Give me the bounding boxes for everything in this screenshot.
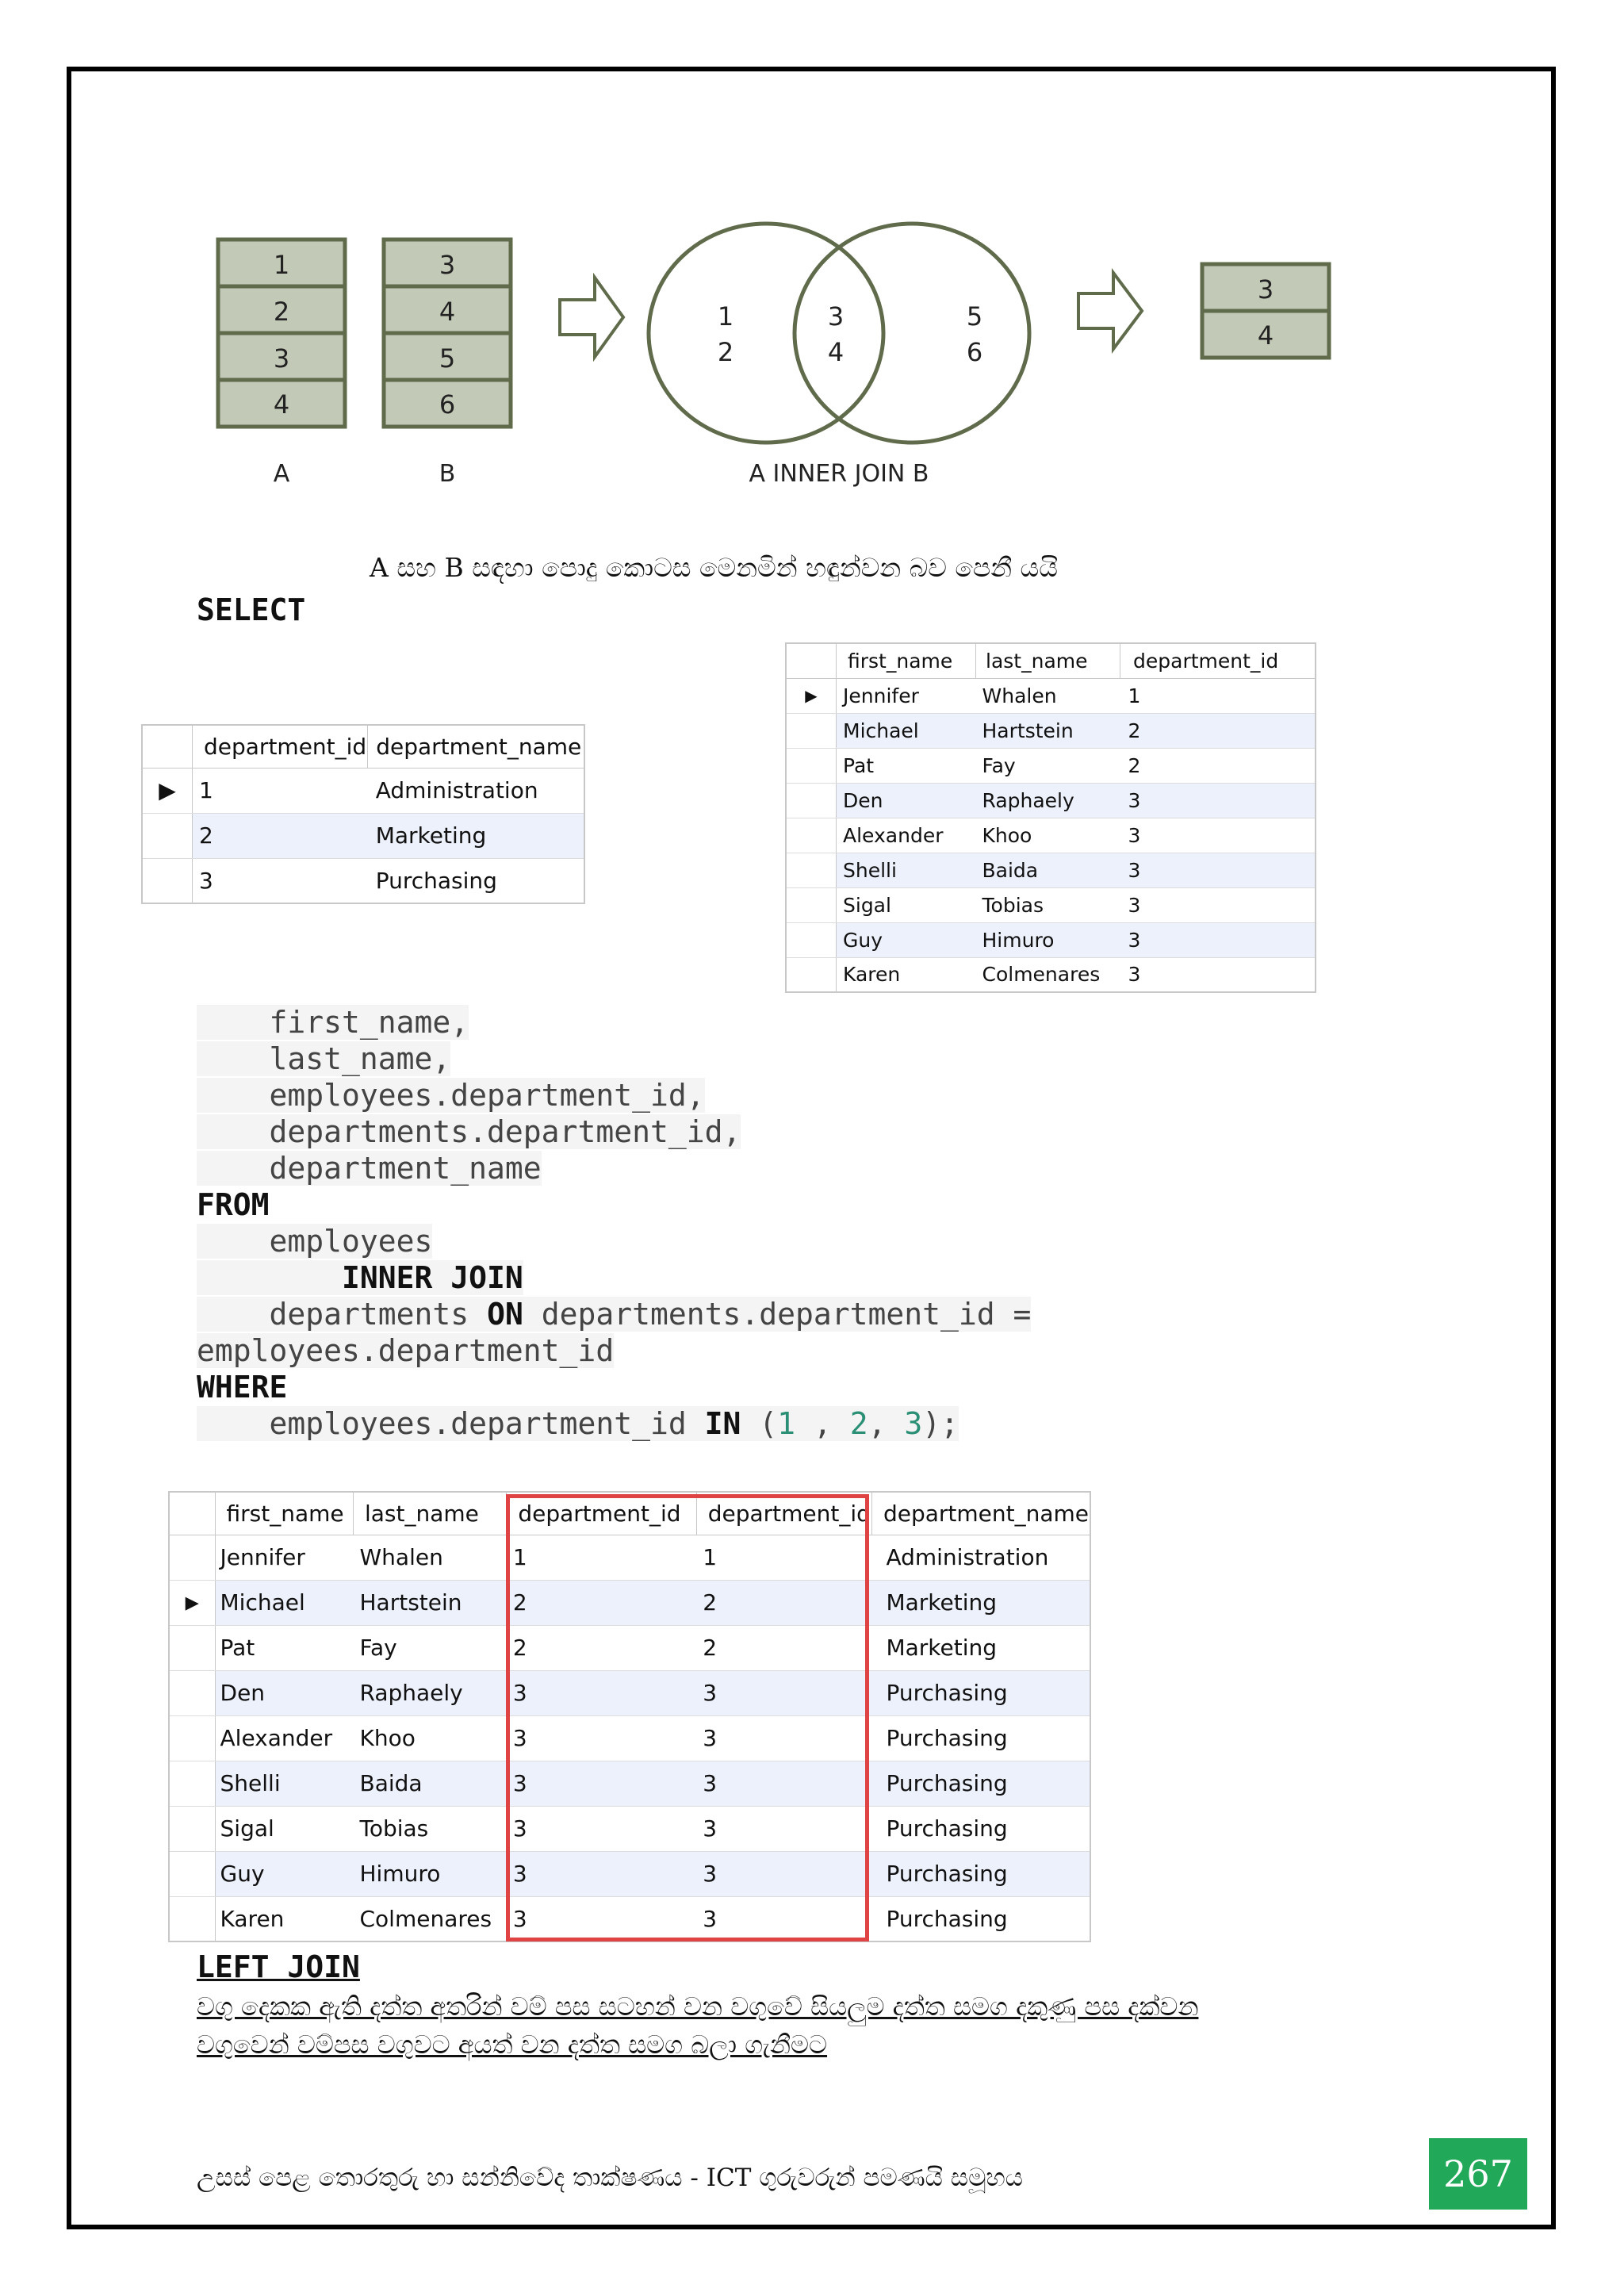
result-set-item: 4 xyxy=(1257,320,1274,351)
left-join-line: වගුවෙන් වම්පස වගුවට අයත් වන දත්ත සමග බලා ගැනීමට xyxy=(197,2030,828,2060)
table-cell: 3 xyxy=(696,1715,871,1761)
table-cell: Shelli xyxy=(215,1761,353,1806)
sql-in-keyword: IN xyxy=(704,1406,741,1441)
row-indicator-header xyxy=(786,643,837,678)
table-cell: 3 xyxy=(1120,783,1316,818)
table-cell: Baida xyxy=(976,853,1120,887)
left-join-description xyxy=(197,1987,1434,2064)
table-cell: Baida xyxy=(353,1761,506,1806)
sql-separator: , xyxy=(868,1406,905,1441)
table-cell: Purchasing xyxy=(871,1670,1090,1715)
sql-column: employees.department_id, xyxy=(269,1078,705,1113)
table-cell: 3 xyxy=(696,1806,871,1851)
column-header[interactable]: last_name xyxy=(976,643,1120,678)
table-cell: Guy xyxy=(215,1851,353,1896)
table-cell: Michael xyxy=(215,1580,353,1625)
table-cell: Karen xyxy=(215,1896,353,1941)
employees-table xyxy=(785,642,1316,993)
table-cell: Den xyxy=(215,1670,353,1715)
table-cell: Fay xyxy=(353,1625,506,1670)
table-cell: 1 xyxy=(696,1535,871,1580)
table-cell: 2 xyxy=(1120,713,1316,748)
table-cell: 3 xyxy=(507,1806,696,1851)
column-header[interactable]: department_id xyxy=(507,1492,696,1535)
column-header[interactable]: department_id xyxy=(696,1492,871,1535)
table-cell: Colmenares xyxy=(976,957,1120,992)
table-cell: 3 xyxy=(507,1670,696,1715)
table-cell: Tobias xyxy=(353,1806,506,1851)
table-cell: Colmenares xyxy=(353,1896,506,1941)
footer-text: උසස් පෙළ තොරතුරු හා සන්නිවේද තාක්ෂණය - ICT ගුරුවරුන් පමණයි සමූහය xyxy=(197,2164,1024,2192)
table-cell: 2 xyxy=(696,1625,871,1670)
venn-right-item: 5 xyxy=(966,301,983,332)
table-cell: 2 xyxy=(193,813,368,858)
inner-join-note: A සහ B සඳහා පොදු කොටස මෙනමින් හඳුන්වන බව පෙනී යයි xyxy=(370,552,1058,583)
table-cell: Jennifer xyxy=(837,678,976,713)
table-cell: 3 xyxy=(507,1715,696,1761)
sql-from-keyword: FROM xyxy=(197,1187,270,1222)
table-cell: 1 xyxy=(1120,678,1316,713)
departments-table xyxy=(141,724,585,904)
set-a-item: 3 xyxy=(273,343,290,374)
table-cell: Marketing xyxy=(871,1625,1090,1670)
table-cell: 3 xyxy=(507,1851,696,1896)
table-row[interactable] xyxy=(142,813,584,858)
table-cell: Purchasing xyxy=(871,1851,1090,1896)
table-cell: 3 xyxy=(507,1761,696,1806)
table-cell: Whalen xyxy=(353,1535,506,1580)
set-b-item: 6 xyxy=(439,389,456,420)
sql-where-column: employees.department_id xyxy=(269,1406,687,1441)
table-cell: Whalen xyxy=(976,678,1120,713)
set-a-label: A xyxy=(273,460,290,488)
table-row[interactable] xyxy=(786,713,1316,748)
current-row-arrow-icon: ▶ xyxy=(169,1580,215,1625)
table-row[interactable] xyxy=(786,748,1316,783)
table-row[interactable] xyxy=(786,887,1316,922)
current-row-arrow-icon: ▶ xyxy=(786,678,837,713)
table-cell: 2 xyxy=(696,1580,871,1625)
venn-middle-item: 3 xyxy=(827,301,845,332)
row-indicator-header xyxy=(142,725,193,768)
sql-select-keyword: SELECT xyxy=(197,592,306,627)
table-cell: Pat xyxy=(837,748,976,783)
table-cell: Sigal xyxy=(837,887,976,922)
table-cell: 3 xyxy=(1120,853,1316,887)
column-header[interactable]: first_name xyxy=(837,643,976,678)
table-cell: Purchasing xyxy=(871,1896,1090,1941)
table-cell: Tobias xyxy=(976,887,1120,922)
sql-on-keyword: ON xyxy=(487,1297,523,1332)
column-header[interactable]: department_id xyxy=(1120,643,1316,678)
arrow-right-icon xyxy=(1078,273,1142,349)
table-row[interactable] xyxy=(142,768,584,813)
set-a-item: 2 xyxy=(273,297,290,327)
sql-value: 2 xyxy=(849,1406,868,1441)
set-a-item: 1 xyxy=(273,250,290,280)
table-cell: 3 xyxy=(1120,957,1316,992)
set-b-item: 3 xyxy=(439,250,456,280)
column-header[interactable]: first_name xyxy=(215,1492,353,1535)
sql-separator: , xyxy=(795,1406,850,1441)
column-header[interactable]: last_name xyxy=(353,1492,506,1535)
sql-table-name: employees xyxy=(269,1224,433,1259)
table-cell: 3 xyxy=(696,1761,871,1806)
venn-caption: A INNER JOIN B xyxy=(749,460,929,488)
table-cell: Pat xyxy=(215,1625,353,1670)
table-cell: Purchasing xyxy=(871,1806,1090,1851)
table-cell: 2 xyxy=(1120,748,1316,783)
table-cell: Marketing xyxy=(368,813,584,858)
left-join-heading: LEFT JOIN xyxy=(197,1949,360,1984)
table-row[interactable] xyxy=(786,818,1316,853)
column-header[interactable]: department_name xyxy=(871,1492,1090,1535)
table-cell: 3 xyxy=(193,858,368,903)
current-row-arrow-icon: ▶ xyxy=(142,768,193,813)
table-cell: Himuro xyxy=(353,1851,506,1896)
set-b-table xyxy=(384,240,511,427)
venn-circles xyxy=(649,224,1029,443)
table-cell: Hartstein xyxy=(353,1580,506,1625)
table-cell: 3 xyxy=(696,1851,871,1896)
table-cell: 1 xyxy=(193,768,368,813)
set-b-item: 4 xyxy=(439,297,456,327)
table-cell: Administration xyxy=(871,1535,1090,1580)
table-cell: Khoo xyxy=(976,818,1120,853)
table-cell: Alexander xyxy=(215,1715,353,1761)
table-cell: 3 xyxy=(1120,818,1316,853)
table-row[interactable] xyxy=(786,922,1316,957)
table-row[interactable] xyxy=(142,858,584,903)
table-cell: Khoo xyxy=(353,1715,506,1761)
set-b-item: 5 xyxy=(439,343,456,374)
table-cell: Den xyxy=(837,783,976,818)
table-cell: Raphaely xyxy=(976,783,1120,818)
sql-paren: ); xyxy=(922,1406,959,1441)
venn-left-item: 2 xyxy=(717,337,734,367)
venn-middle-item: 4 xyxy=(827,337,845,367)
column-header[interactable]: department_name xyxy=(368,725,584,768)
table-cell: Shelli xyxy=(837,853,976,887)
left-join-line: වගු දෙකක ඇති දත්ත අතරින් වම් පස සටහන් වන වගුවේ සියලුම දත්ත සමග දකුණු පස දක්වන xyxy=(197,1991,1199,2022)
table-row[interactable] xyxy=(786,853,1316,887)
table-cell: Marketing xyxy=(871,1580,1090,1625)
table-cell: Fay xyxy=(976,748,1120,783)
table-cell: Alexander xyxy=(837,818,976,853)
set-a-table xyxy=(218,240,345,427)
table-cell: Jennifer xyxy=(215,1535,353,1580)
table-cell: 3 xyxy=(1120,922,1316,957)
sql-join-keyword: INNER JOIN xyxy=(342,1260,523,1295)
table-cell: Hartstein xyxy=(976,713,1120,748)
sql-on-expression: employees.department_id xyxy=(197,1333,615,1368)
table-cell: 2 xyxy=(507,1625,696,1670)
result-set-table xyxy=(1202,264,1329,358)
table-cell: 3 xyxy=(1120,887,1316,922)
sql-value: 1 xyxy=(777,1406,796,1441)
table-cell: 3 xyxy=(507,1896,696,1941)
arrow-right-icon xyxy=(560,278,623,357)
table-row[interactable] xyxy=(786,678,1316,713)
table-cell: Purchasing xyxy=(368,858,584,903)
sql-code-block xyxy=(197,1004,1031,1442)
department-id-highlight-box xyxy=(506,1494,869,1941)
page-number: 267 xyxy=(1429,2138,1527,2210)
table-cell: Sigal xyxy=(215,1806,353,1851)
set-b-label: B xyxy=(439,460,456,488)
table-cell: Michael xyxy=(837,713,976,748)
table-cell: Raphaely xyxy=(353,1670,506,1715)
table-row[interactable] xyxy=(786,783,1316,818)
sql-column: departments.department_id, xyxy=(269,1114,741,1149)
table-cell: 1 xyxy=(507,1535,696,1580)
table-row[interactable] xyxy=(786,957,1316,992)
sql-table-name: departments xyxy=(269,1297,469,1332)
result-set-item: 3 xyxy=(1257,274,1274,305)
sql-value: 3 xyxy=(904,1406,923,1441)
table-cell: 3 xyxy=(696,1896,871,1941)
venn-left-item: 1 xyxy=(717,301,734,332)
table-cell: Purchasing xyxy=(871,1761,1090,1806)
venn-diagram-figure xyxy=(0,0,1624,508)
sql-on-expression: departments.department_id = xyxy=(541,1297,1032,1332)
column-header[interactable]: department_id xyxy=(193,725,368,768)
table-cell: Purchasing xyxy=(871,1715,1090,1761)
row-indicator-header xyxy=(169,1492,215,1535)
table-cell: Guy xyxy=(837,922,976,957)
sql-column: first_name, xyxy=(269,1005,469,1040)
sql-where-keyword: WHERE xyxy=(197,1370,288,1405)
table-cell: Administration xyxy=(368,768,584,813)
table-cell: 3 xyxy=(696,1670,871,1715)
table-cell: 2 xyxy=(507,1580,696,1625)
sql-paren: ( xyxy=(759,1406,778,1441)
set-a-item: 4 xyxy=(273,389,290,420)
venn-right-item: 6 xyxy=(966,337,983,367)
table-cell: Karen xyxy=(837,957,976,992)
sql-column: department_name xyxy=(269,1151,542,1186)
sql-column: last_name, xyxy=(269,1041,451,1076)
employees-table-body xyxy=(786,678,1316,992)
table-cell: Himuro xyxy=(976,922,1120,957)
